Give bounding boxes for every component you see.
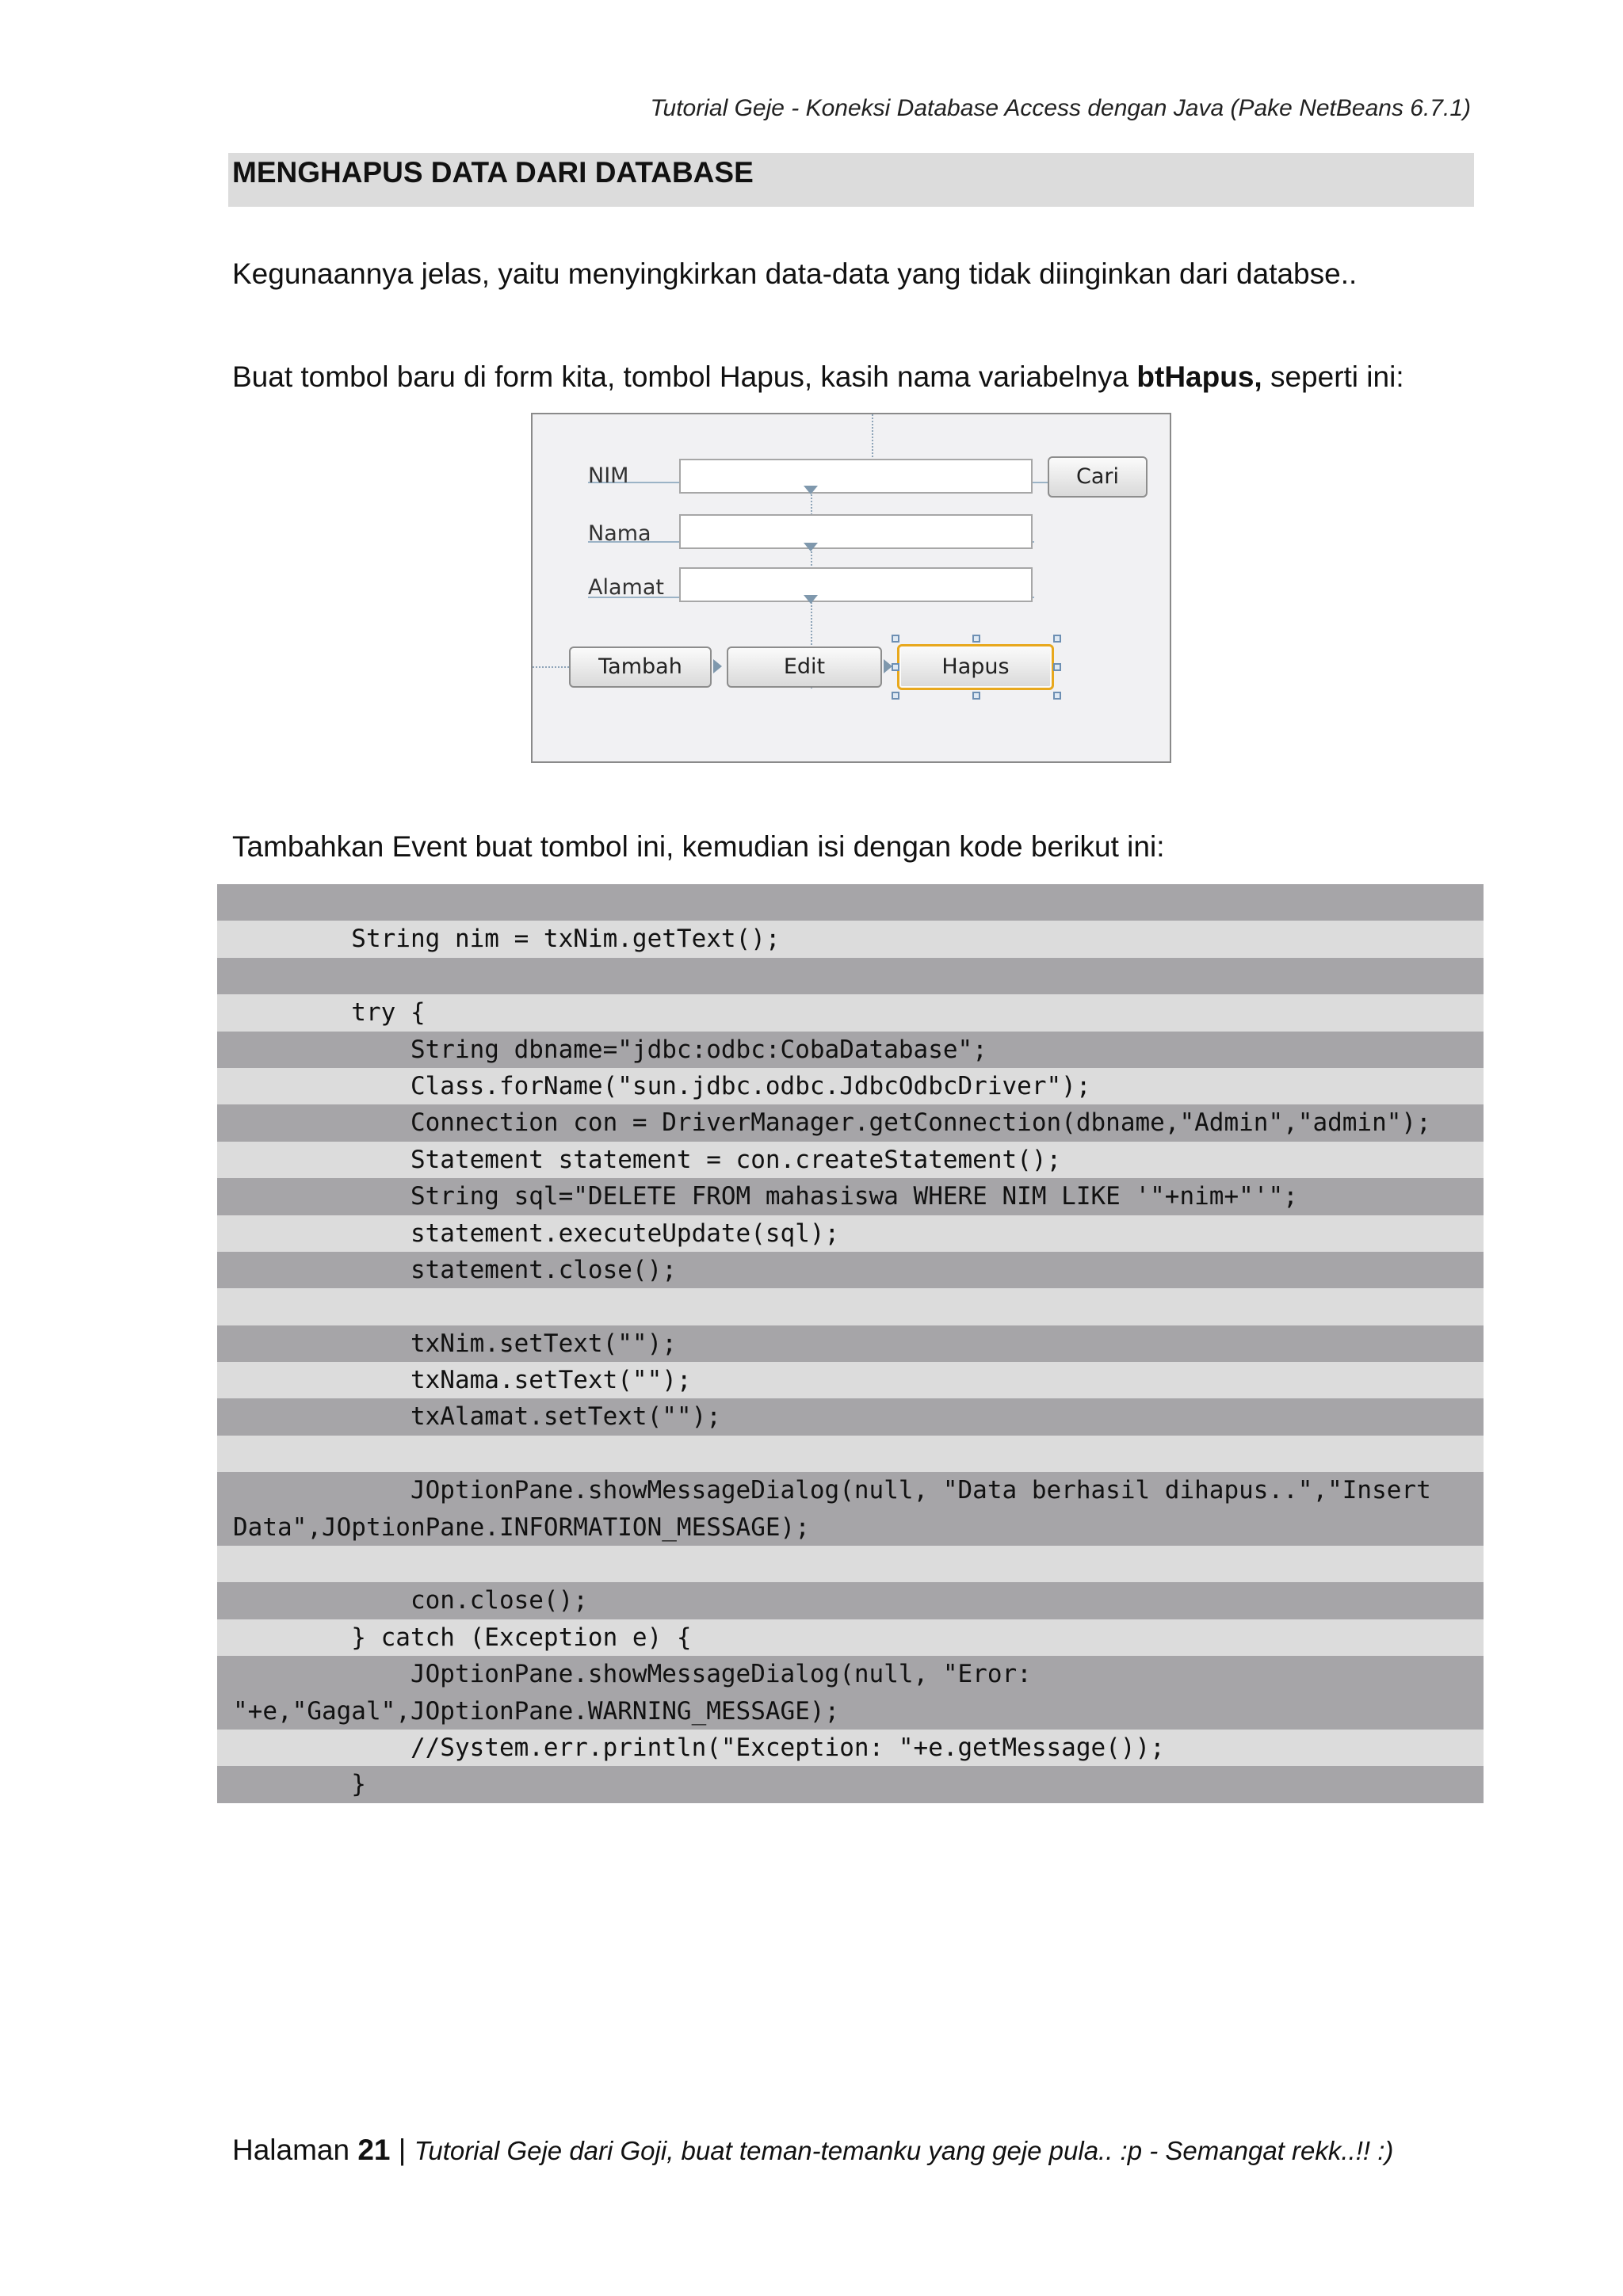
instruction-text: Buat tombol baru di form kita, tombol Hapus, kasih nama variabelnya (232, 360, 1137, 393)
code-line: Connection con = DriverManager.getConnection(dbname,"Admin","admin"); (217, 1104, 1484, 1141)
edit-button[interactable]: Edit (727, 646, 882, 688)
anchor-arrow-icon (713, 659, 722, 673)
resize-handle[interactable] (1053, 663, 1061, 671)
code-line: String sql="DELETE FROM mahasiswa WHERE NIM LIKE '"+nim+"'"; (217, 1178, 1484, 1215)
resize-handle[interactable] (972, 692, 980, 700)
code-line: JOptionPane.showMessageDialog(null, "Eror: (217, 1656, 1484, 1692)
alamat-label: Alamat (588, 575, 664, 600)
resize-handle[interactable] (1053, 635, 1061, 643)
code-line: Statement statement = con.createStatement(); (217, 1142, 1484, 1178)
code-line: } catch (Exception e) { (217, 1619, 1484, 1656)
section-heading-bar (228, 153, 1474, 207)
code-line (217, 884, 1484, 921)
event-instruction: Tambahkan Event buat tombol ini, kemudian isi dengan kode berikut ini: (232, 830, 1165, 863)
page-footer (232, 2134, 1393, 2167)
code-line (217, 958, 1484, 994)
code-line (217, 1436, 1484, 1472)
footer-page-word: Halaman (232, 2134, 358, 2166)
code-line: txNim.setText(""); (217, 1325, 1484, 1362)
tambah-button[interactable]: Tambah (569, 646, 712, 688)
intro-paragraph: Kegunaannya jelas, yaitu menyingkirkan data-data yang tidak diinginkan dari databse.. (232, 257, 1358, 290)
nim-label: NIM (588, 463, 629, 488)
code-line: //System.err.println("Exception: "+e.getMessage()); (217, 1730, 1484, 1766)
resize-handle[interactable] (892, 635, 899, 643)
instruction-text-end: seperti ini: (1262, 360, 1404, 393)
resize-handle[interactable] (972, 635, 980, 643)
code-line: try { (217, 994, 1484, 1031)
hapus-button[interactable]: Hapus (897, 644, 1054, 690)
variable-name: btHapus, (1136, 360, 1262, 393)
code-line: String dbname="jdbc:odbc:CobaDatabase"; (217, 1032, 1484, 1068)
footer-text: Tutorial Geje dari Goji, buat teman-temanku yang geje pula.. :p - Semangat rekk..!! :) (414, 2136, 1394, 2165)
code-line: Class.forName("sun.jdbc.odbc.JdbcOdbcDriver"); (217, 1068, 1484, 1104)
nama-field[interactable] (679, 514, 1033, 549)
anchor-arrow-icon (804, 595, 818, 604)
page-number: 21 (357, 2134, 391, 2166)
code-line: txNama.setText(""); (217, 1362, 1484, 1398)
nama-label: Nama (588, 521, 651, 546)
instruction-paragraph (232, 360, 1404, 394)
running-header: Tutorial Geje - Koneksi Database Access dengan Java (Pake NetBeans 6.7.1) (650, 95, 1471, 121)
code-line: Data",JOptionPane.INFORMATION_MESSAGE); (217, 1509, 1484, 1546)
anchor-guide (533, 666, 569, 668)
resize-handle[interactable] (892, 692, 899, 700)
code-line: } (217, 1766, 1484, 1802)
nim-field[interactable] (679, 459, 1033, 494)
anchor-arrow-icon (804, 543, 818, 551)
code-listing (217, 884, 1484, 1803)
anchor-arrow-icon (804, 486, 818, 494)
code-line: JOptionPane.showMessageDialog(null, "Data berhasil dihapus..","Insert (217, 1472, 1484, 1508)
code-line: "+e,"Gagal",JOptionPane.WARNING_MESSAGE); (217, 1693, 1484, 1730)
resize-handle[interactable] (1053, 692, 1061, 700)
code-line (217, 1546, 1484, 1582)
resize-handle[interactable] (892, 663, 899, 671)
code-line: statement.close(); (217, 1252, 1484, 1288)
cari-button[interactable]: Cari (1048, 456, 1148, 498)
code-line: txAlamat.setText(""); (217, 1398, 1484, 1435)
code-line: String nim = txNim.getText(); (217, 921, 1484, 957)
form-designer-screenshot (531, 413, 1171, 763)
footer-separator: | (390, 2134, 414, 2166)
code-line (217, 1288, 1484, 1325)
code-line: con.close(); (217, 1582, 1484, 1619)
code-line: statement.executeUpdate(sql); (217, 1215, 1484, 1252)
section-title: MENGHAPUS DATA DARI DATABASE (232, 156, 754, 189)
alamat-field[interactable] (679, 567, 1033, 602)
